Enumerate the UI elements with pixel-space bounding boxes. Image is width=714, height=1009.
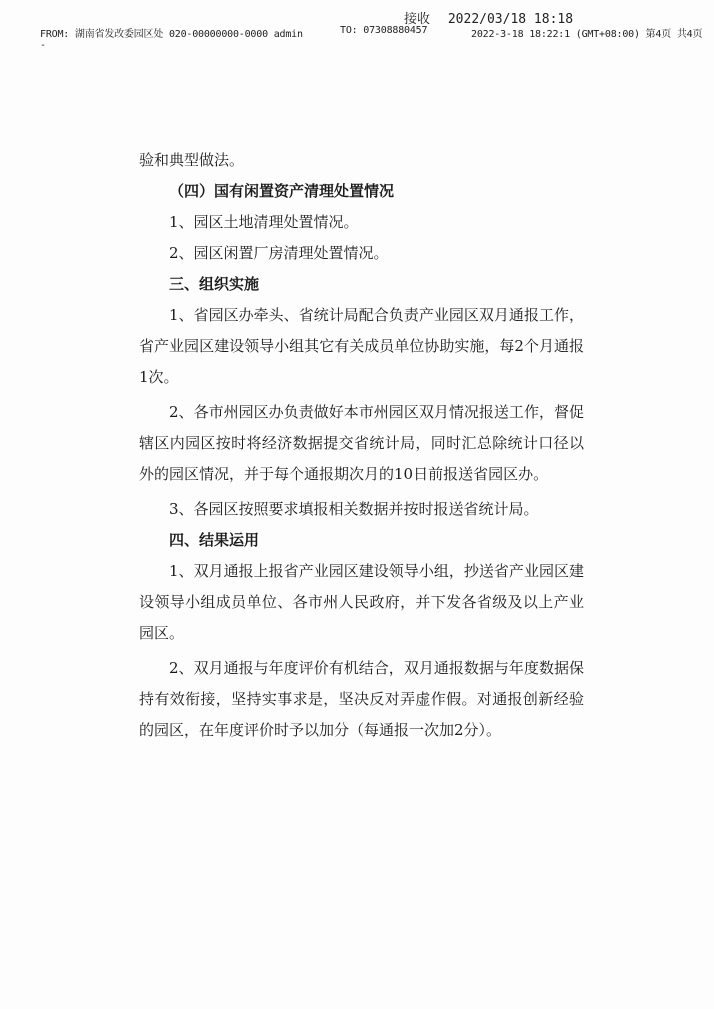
para-results-1: 1、双月通报上报省产业园区建设领导小组，抄送省产业园区建设领导小组成员单位、各市州人民政府，并下发各省级及以上产业园区。 [139, 562, 584, 642]
receipt-time: 2022/03/18 18:18 [447, 12, 574, 27]
heading-idle-assets: （四）国有闲置资产清理处置情况 [169, 182, 395, 200]
fax-dash: - [40, 40, 47, 51]
para-results-2: 2、双月通报与年度评价有机结合，双月通报数据与年度数据保持有效衔接，坚持实事求是，坚决反对弄虚作假。对通报创新经验的园区，在年度评价时予以加分（每通报一次加2分）。 [139, 659, 584, 739]
para-factory-disposal: 2、园区闲置厂房清理处置情况。 [169, 244, 389, 262]
para-continuation: 验和典型做法。 [139, 151, 245, 169]
fax-stamp: 2022-3-18 18:22:1 (GMT+08:00) 第4页 共4页 [471, 29, 703, 40]
para-land-disposal: 1、园区土地清理处置情况。 [169, 213, 359, 231]
fax-to: TO: 07308880457 [340, 25, 428, 36]
para-org-1: 1、省园区办牵头、省统计局配合负责产业园区双月通报工作，省产业园区建设领导小组其它有关成员单位协助实施，每2个月通报1次。 [139, 306, 584, 386]
heading-organization: 三、组织实施 [169, 275, 260, 293]
para-org-3: 3、各园区按照要求填报相关数据并按时报送省统计局。 [169, 500, 539, 518]
receipt-label: 接收 [404, 12, 431, 27]
document-body [139, 145, 584, 746]
fax-from: FROM: 湖南省发改委园区处 020-00000000-0000 admin [40, 29, 303, 40]
heading-results: 四、结果运用 [169, 531, 260, 549]
para-org-2: 2、各市州园区办负责做好本市州园区双月情况报送工作，督促辖区内园区按时将经济数据提交省统计局，同时汇总除统计口径以外的园区情况，并于每个通报期次月的10日前报送省园区办。 [139, 403, 584, 483]
